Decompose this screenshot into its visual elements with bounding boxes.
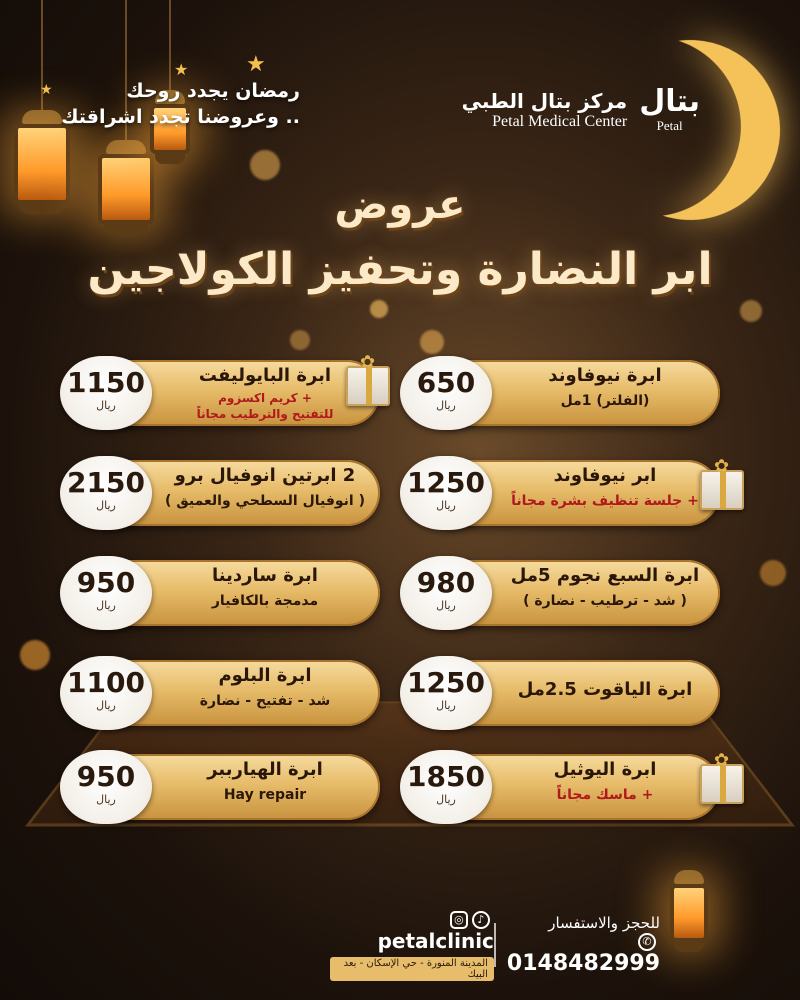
offer-detail: مدمجة بالكافيار bbox=[211, 593, 319, 609]
offer-text bbox=[500, 662, 710, 704]
footer-divider bbox=[494, 923, 496, 967]
tagline-line-2: وعروضنا تجدد اشراقتك .. bbox=[61, 106, 300, 128]
offer-name: 2 ابرتين انوفيال برو bbox=[174, 465, 356, 486]
offer-price: 980 bbox=[416, 566, 476, 599]
bokeh-light bbox=[250, 150, 280, 180]
social-handle[interactable]: petalclinic bbox=[377, 928, 494, 953]
offer-detail: + كريم اكسزوم bbox=[218, 391, 312, 405]
offer-card[interactable] bbox=[60, 656, 380, 730]
offer-name: ابرة ساردينا bbox=[212, 565, 318, 586]
currency-icon: ريال bbox=[436, 699, 456, 712]
offer-text bbox=[500, 756, 710, 806]
offer-price: 1150 bbox=[67, 366, 145, 399]
offer-card[interactable] bbox=[60, 750, 380, 824]
price-badge bbox=[400, 456, 492, 530]
offer-detail: ( انوفيال السطحي والعميق ) bbox=[165, 493, 365, 509]
currency-icon: ريال bbox=[96, 599, 116, 612]
price-badge bbox=[400, 556, 492, 630]
offer-detail-2: للتفتيح والترطيب مجاناً bbox=[196, 407, 334, 421]
address: المدينة المنورة - حي الإسكان - بعد البيك bbox=[330, 957, 494, 981]
bokeh-light bbox=[290, 330, 310, 350]
price-badge bbox=[60, 750, 152, 824]
offer-text bbox=[160, 562, 370, 612]
phone-number[interactable]: 0148482999 bbox=[506, 951, 660, 977]
tagline-line-1: رمضان يجدد روحك bbox=[126, 80, 300, 102]
offer-card[interactable] bbox=[400, 456, 720, 530]
offer-price: 1250 bbox=[407, 466, 485, 499]
bokeh-light bbox=[20, 640, 50, 670]
price-badge bbox=[400, 656, 492, 730]
offer-name: ابرة البايوليفت bbox=[198, 365, 332, 386]
bokeh-light bbox=[420, 330, 444, 354]
star-icon: ★ bbox=[246, 52, 266, 77]
price-badge bbox=[60, 556, 152, 630]
bokeh-light bbox=[760, 560, 786, 586]
brand-name-ar: مركز بتال الطبي bbox=[461, 89, 628, 113]
price-badge bbox=[400, 356, 492, 430]
currency-icon: ريال bbox=[96, 499, 116, 512]
offer-name: ابرة نيوفاوند bbox=[548, 365, 662, 386]
page-title: عروض bbox=[334, 182, 466, 228]
offer-name: ابرة الهيارببر bbox=[207, 759, 323, 780]
offer-price: 1100 bbox=[67, 666, 145, 699]
offer-text bbox=[500, 462, 710, 512]
offer-detail: + ماسك مجاناً bbox=[556, 787, 654, 803]
offer-name: ابرة الياقوت 2.5مل bbox=[517, 679, 693, 700]
currency-icon: ريال bbox=[436, 399, 456, 412]
star-icon: ★ bbox=[40, 82, 53, 98]
offer-detail: Hay repair bbox=[223, 787, 307, 803]
footer bbox=[330, 912, 660, 980]
currency-icon: ريال bbox=[96, 699, 116, 712]
lantern-icon bbox=[670, 870, 708, 952]
gift-icon bbox=[346, 366, 390, 406]
offer-name: ابرة البلوم bbox=[218, 665, 312, 686]
offer-detail: ( شد - ترطيب - نضارة ) bbox=[523, 593, 687, 609]
offer-name: ابرة اليوثيل bbox=[553, 759, 657, 780]
offer-price: 950 bbox=[76, 760, 136, 793]
page-subtitle: ابر النضارة وتحفيز الكولاجين bbox=[87, 244, 713, 295]
offer-price: 2150 bbox=[67, 466, 145, 499]
bokeh-light bbox=[740, 300, 762, 322]
offer-card[interactable] bbox=[400, 356, 720, 430]
offer-card[interactable] bbox=[60, 356, 380, 430]
offer-card[interactable] bbox=[400, 556, 720, 630]
offer-text bbox=[500, 362, 710, 412]
logo-mark: بتال bbox=[639, 84, 700, 119]
currency-icon: ريال bbox=[436, 599, 456, 612]
gift-icon bbox=[700, 764, 744, 804]
price-badge bbox=[60, 456, 152, 530]
brand-name-en: Petal Medical Center bbox=[492, 113, 628, 130]
offer-text bbox=[160, 662, 370, 712]
offer-price: 950 bbox=[76, 566, 136, 599]
logo bbox=[639, 86, 700, 134]
price-badge bbox=[60, 356, 152, 430]
currency-icon: ريال bbox=[96, 399, 116, 412]
offer-text bbox=[500, 562, 710, 612]
offer-detail: + جلسة تنظيف بشرة مجاناً bbox=[511, 493, 699, 509]
currency-icon: ريال bbox=[436, 793, 456, 806]
logo-word: Petal bbox=[656, 118, 683, 133]
price-badge bbox=[60, 656, 152, 730]
currency-icon: ريال bbox=[436, 499, 456, 512]
star-icon: ★ bbox=[174, 60, 189, 79]
tiktok-icon[interactable]: ♪ bbox=[472, 911, 490, 929]
offer-detail: شد - تفتيح - نضارة bbox=[199, 693, 331, 709]
offer-detail: (الفلتر) 1مل bbox=[560, 393, 650, 409]
offer-card[interactable] bbox=[60, 456, 380, 530]
offer-name: ابرة السبع نجوم 5مل bbox=[510, 565, 700, 586]
offer-price: 1850 bbox=[407, 760, 485, 793]
gift-icon bbox=[700, 470, 744, 510]
instagram-icon[interactable]: ◎ bbox=[450, 911, 468, 929]
offer-text bbox=[160, 462, 370, 512]
offer-price: 650 bbox=[416, 366, 476, 399]
offer-card[interactable] bbox=[60, 556, 380, 630]
currency-icon: ريال bbox=[96, 793, 116, 806]
offer-card[interactable] bbox=[400, 750, 720, 824]
offer-text bbox=[160, 362, 370, 422]
offer-price: 1250 bbox=[407, 666, 485, 699]
booking-label: للحجز والاستفسار bbox=[548, 913, 660, 932]
brand bbox=[450, 80, 700, 140]
whatsapp-icon[interactable]: ✆ bbox=[638, 933, 656, 951]
bokeh-light bbox=[370, 300, 388, 318]
offer-name: ابر نيوفاوند bbox=[553, 465, 657, 486]
offer-card[interactable] bbox=[400, 656, 720, 730]
tagline bbox=[40, 78, 300, 130]
price-badge bbox=[400, 750, 492, 824]
offer-text bbox=[160, 756, 370, 806]
